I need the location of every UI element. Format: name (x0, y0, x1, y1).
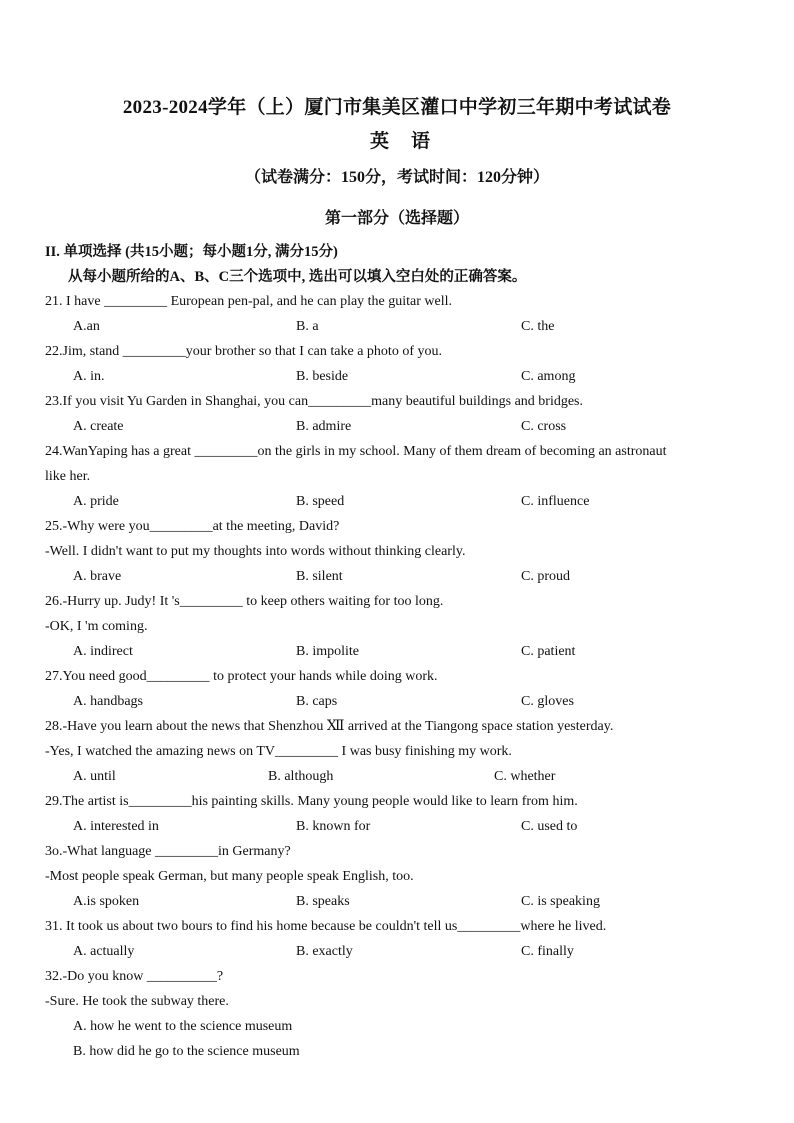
section-heading: II. 单项选择 (共15小题；每小题1分, 满分15分) (45, 244, 338, 260)
question-text: -Yes, I watched the amazing news on TV_________ I was busy finishing my work. (45, 744, 512, 759)
question-text: 25.-Why were you_________at the meeting, David? (45, 519, 340, 534)
option-a: A. brave (73, 569, 122, 584)
option-b: B. known for (296, 819, 371, 834)
option-a: A.an (73, 319, 100, 334)
option-b: B. exactly (296, 944, 353, 959)
question-text: 3o.-What language _________in Germany? (45, 844, 291, 859)
option-b: B. although (268, 769, 334, 784)
option-b: B. admire (296, 419, 352, 434)
option-c: C. finally (521, 944, 574, 959)
question-text: -Well. I didn't want to put my thoughts into words without thinking clearly. (45, 544, 466, 559)
option-c: C. whether (494, 769, 556, 784)
option-c: C. influence (521, 494, 590, 509)
question-text: 24.WanYaping has a great _________on the girls in my school. Many of them dream of becoming an astronaut (45, 444, 667, 459)
option-b: B. beside (296, 369, 349, 384)
question-text: 22.Jim, stand _________your brother so that I can take a photo of you. (45, 344, 442, 359)
question-text: -Most people speak German, but many people speak English, too. (45, 869, 414, 884)
question-text: 31. It took us about two bours to find his home because be couldn't tell us_________where he lived. (45, 919, 607, 934)
subject-title: 英语 (369, 131, 452, 152)
option-a: A. until (73, 769, 116, 784)
option-a: A. how he went to the science museum (73, 1019, 293, 1034)
question-text: 27.You need good_________ to protect your hands while doing work. (45, 669, 438, 684)
question-text: 21. I have _________ European pen-pal, and he can play the guitar well. (45, 294, 453, 309)
option-c: C. cross (521, 419, 567, 434)
option-c: C. is speaking (521, 894, 600, 909)
section-instruction: 从每小题所给的A、B、C三个选项中, 选出可以填入空白处的正确答案。 (68, 269, 527, 285)
option-b: B. impolite (296, 644, 359, 659)
question-text: -OK, I 'm coming. (45, 619, 148, 634)
question-text: 32.-Do you know __________? (45, 969, 224, 984)
option-c: C. used to (521, 819, 578, 834)
option-c: C. patient (521, 644, 576, 659)
option-a: A. handbags (73, 694, 143, 709)
question-text: 23.If you visit Yu Garden in Shanghai, you can_________many beautiful buildings and bridges. (45, 394, 584, 409)
option-b: B. caps (296, 694, 338, 709)
option-b: B. how did he go to the science museum (73, 1044, 300, 1059)
option-b: B. silent (296, 569, 343, 584)
exam-title: 2023-2024学年（上）厦门市集美区灌口中学初三年期中考试试卷 (122, 97, 672, 118)
question-text: 26.-Hurry up. Judy! It 's_________ to keep others waiting for too long. (45, 594, 444, 609)
option-a: A.is spoken (73, 894, 140, 909)
option-b: B. speed (296, 494, 345, 509)
option-c: C. the (521, 319, 555, 334)
option-a: A. pride (73, 494, 119, 509)
option-b: B. a (296, 319, 319, 334)
option-a: A. create (73, 419, 124, 434)
part-heading: 第一部分（选择题） (324, 210, 469, 227)
option-a: A. interested in (73, 819, 159, 834)
score-info: （试卷满分：150分，考试时间：120分钟） (244, 169, 549, 186)
question-text: 28.-Have you learn about the news that Shenzhou Ⅻ arrived at the Tiangong space station yesterday. (45, 719, 614, 734)
option-a: A. indirect (73, 644, 133, 659)
question-text: -Sure. He took the subway there. (45, 994, 229, 1009)
question-text: like her. (45, 469, 91, 484)
option-c: C. gloves (521, 694, 574, 709)
option-c: C. among (521, 369, 576, 384)
option-b: B. speaks (296, 894, 350, 909)
option-c: C. proud (521, 569, 570, 584)
option-a: A. actually (73, 944, 135, 959)
option-a: A. in. (73, 369, 105, 384)
question-text: 29.The artist is_________his painting skills. Many young people would like to learn from him. (45, 794, 578, 809)
